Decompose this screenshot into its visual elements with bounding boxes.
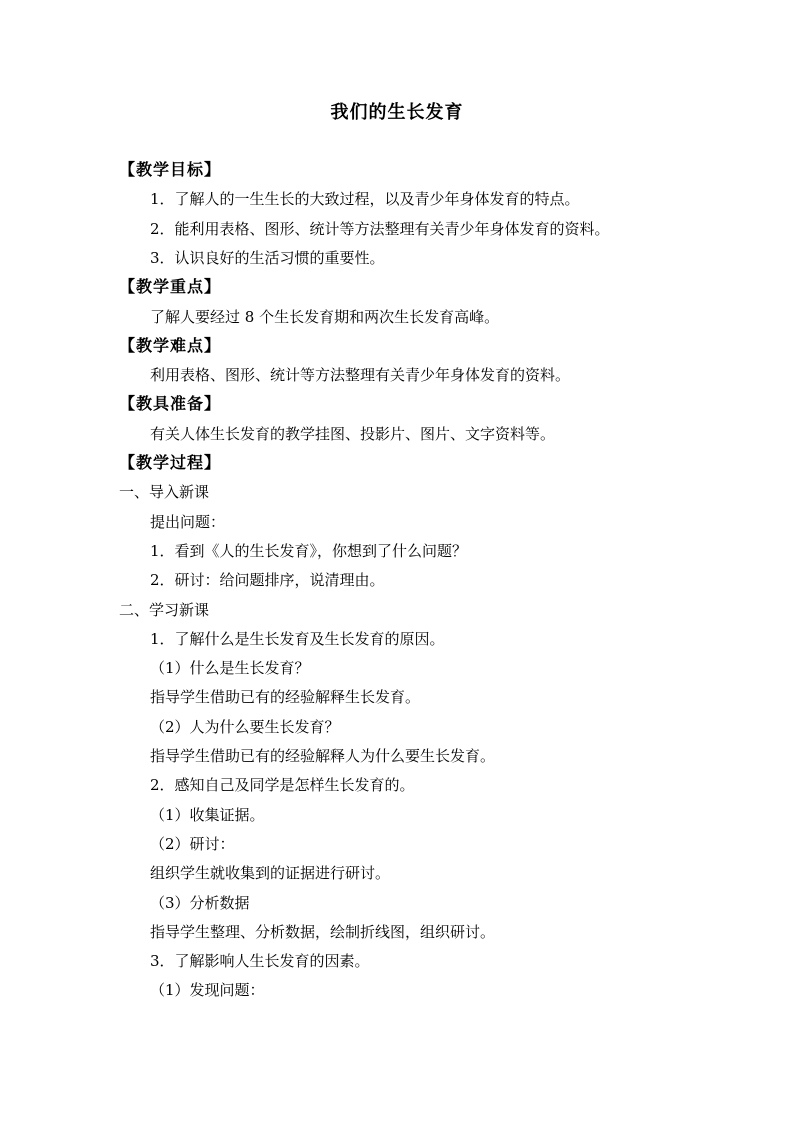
sub-item-line: （3）分析数据 [150,894,250,912]
body-text-line: 2．能利用表格、图形、统计等方法整理有关青少年身体发育的资料。 [150,220,610,238]
body-text-line: 提出问题： [150,513,226,531]
body-text-line: 3．认识良好的生活习惯的重要性。 [150,249,385,267]
sub-item-line: （1）发现问题： [150,981,265,999]
part-heading: 二、学习新课 [119,601,210,619]
part-heading: 一、导入新课 [119,483,210,501]
sub-item-line: （2）人为什么要生长发育？ [150,718,340,736]
body-text-line: 指导学生借助已有的经验解释生长发育。 [150,688,421,706]
section-heading: 【教学目标】 [119,160,222,179]
body-text-line: 指导学生借助已有的经验解释人为什么要生长发育。 [150,747,496,765]
body-text-line: 指导学生整理、分析数据，绘制折线图，组织研讨。 [150,923,496,941]
body-text-line: 利用表格、图形、统计等方法整理有关青少年身体发育的资料。 [150,366,571,384]
body-text-line: 3．了解影响人生长发育的因素。 [150,952,370,970]
body-text-line: 有关人体生长发育的教学挂图、投影片、图片、文字资料等。 [150,425,556,443]
section-heading: 【教学过程】 [119,453,222,472]
sub-item-line: （1）收集证据。 [150,806,265,824]
section-heading: 【教学难点】 [119,336,222,355]
sub-item-line: （1）什么是生长发育？ [150,659,310,677]
body-text-line: 了解人要经过 8 个生长发育期和两次生长发育高峰。 [150,308,500,326]
page-title: 我们的生长发育 [330,102,464,123]
section-heading: 【教具准备】 [119,394,222,413]
body-text-line: 1．了解什么是生长发育及生长发育的原因。 [150,630,445,648]
body-text-line: 1．看到《人的生长发育》，你想到了什么问题？ [150,542,468,560]
section-heading: 【教学重点】 [119,277,222,296]
body-text-line: 组织学生就收集到的证据进行研讨。 [150,864,391,882]
body-text-line: 1．了解人的一生生长的大致过程，以及青少年身体发育的特点。 [150,190,580,208]
sub-item-line: （2）研讨： [150,835,235,853]
body-text-line: 2．研讨：给问题排序，说清理由。 [150,571,385,589]
body-text-line: 2．感知自己及同学是怎样生长发育的。 [150,776,415,794]
